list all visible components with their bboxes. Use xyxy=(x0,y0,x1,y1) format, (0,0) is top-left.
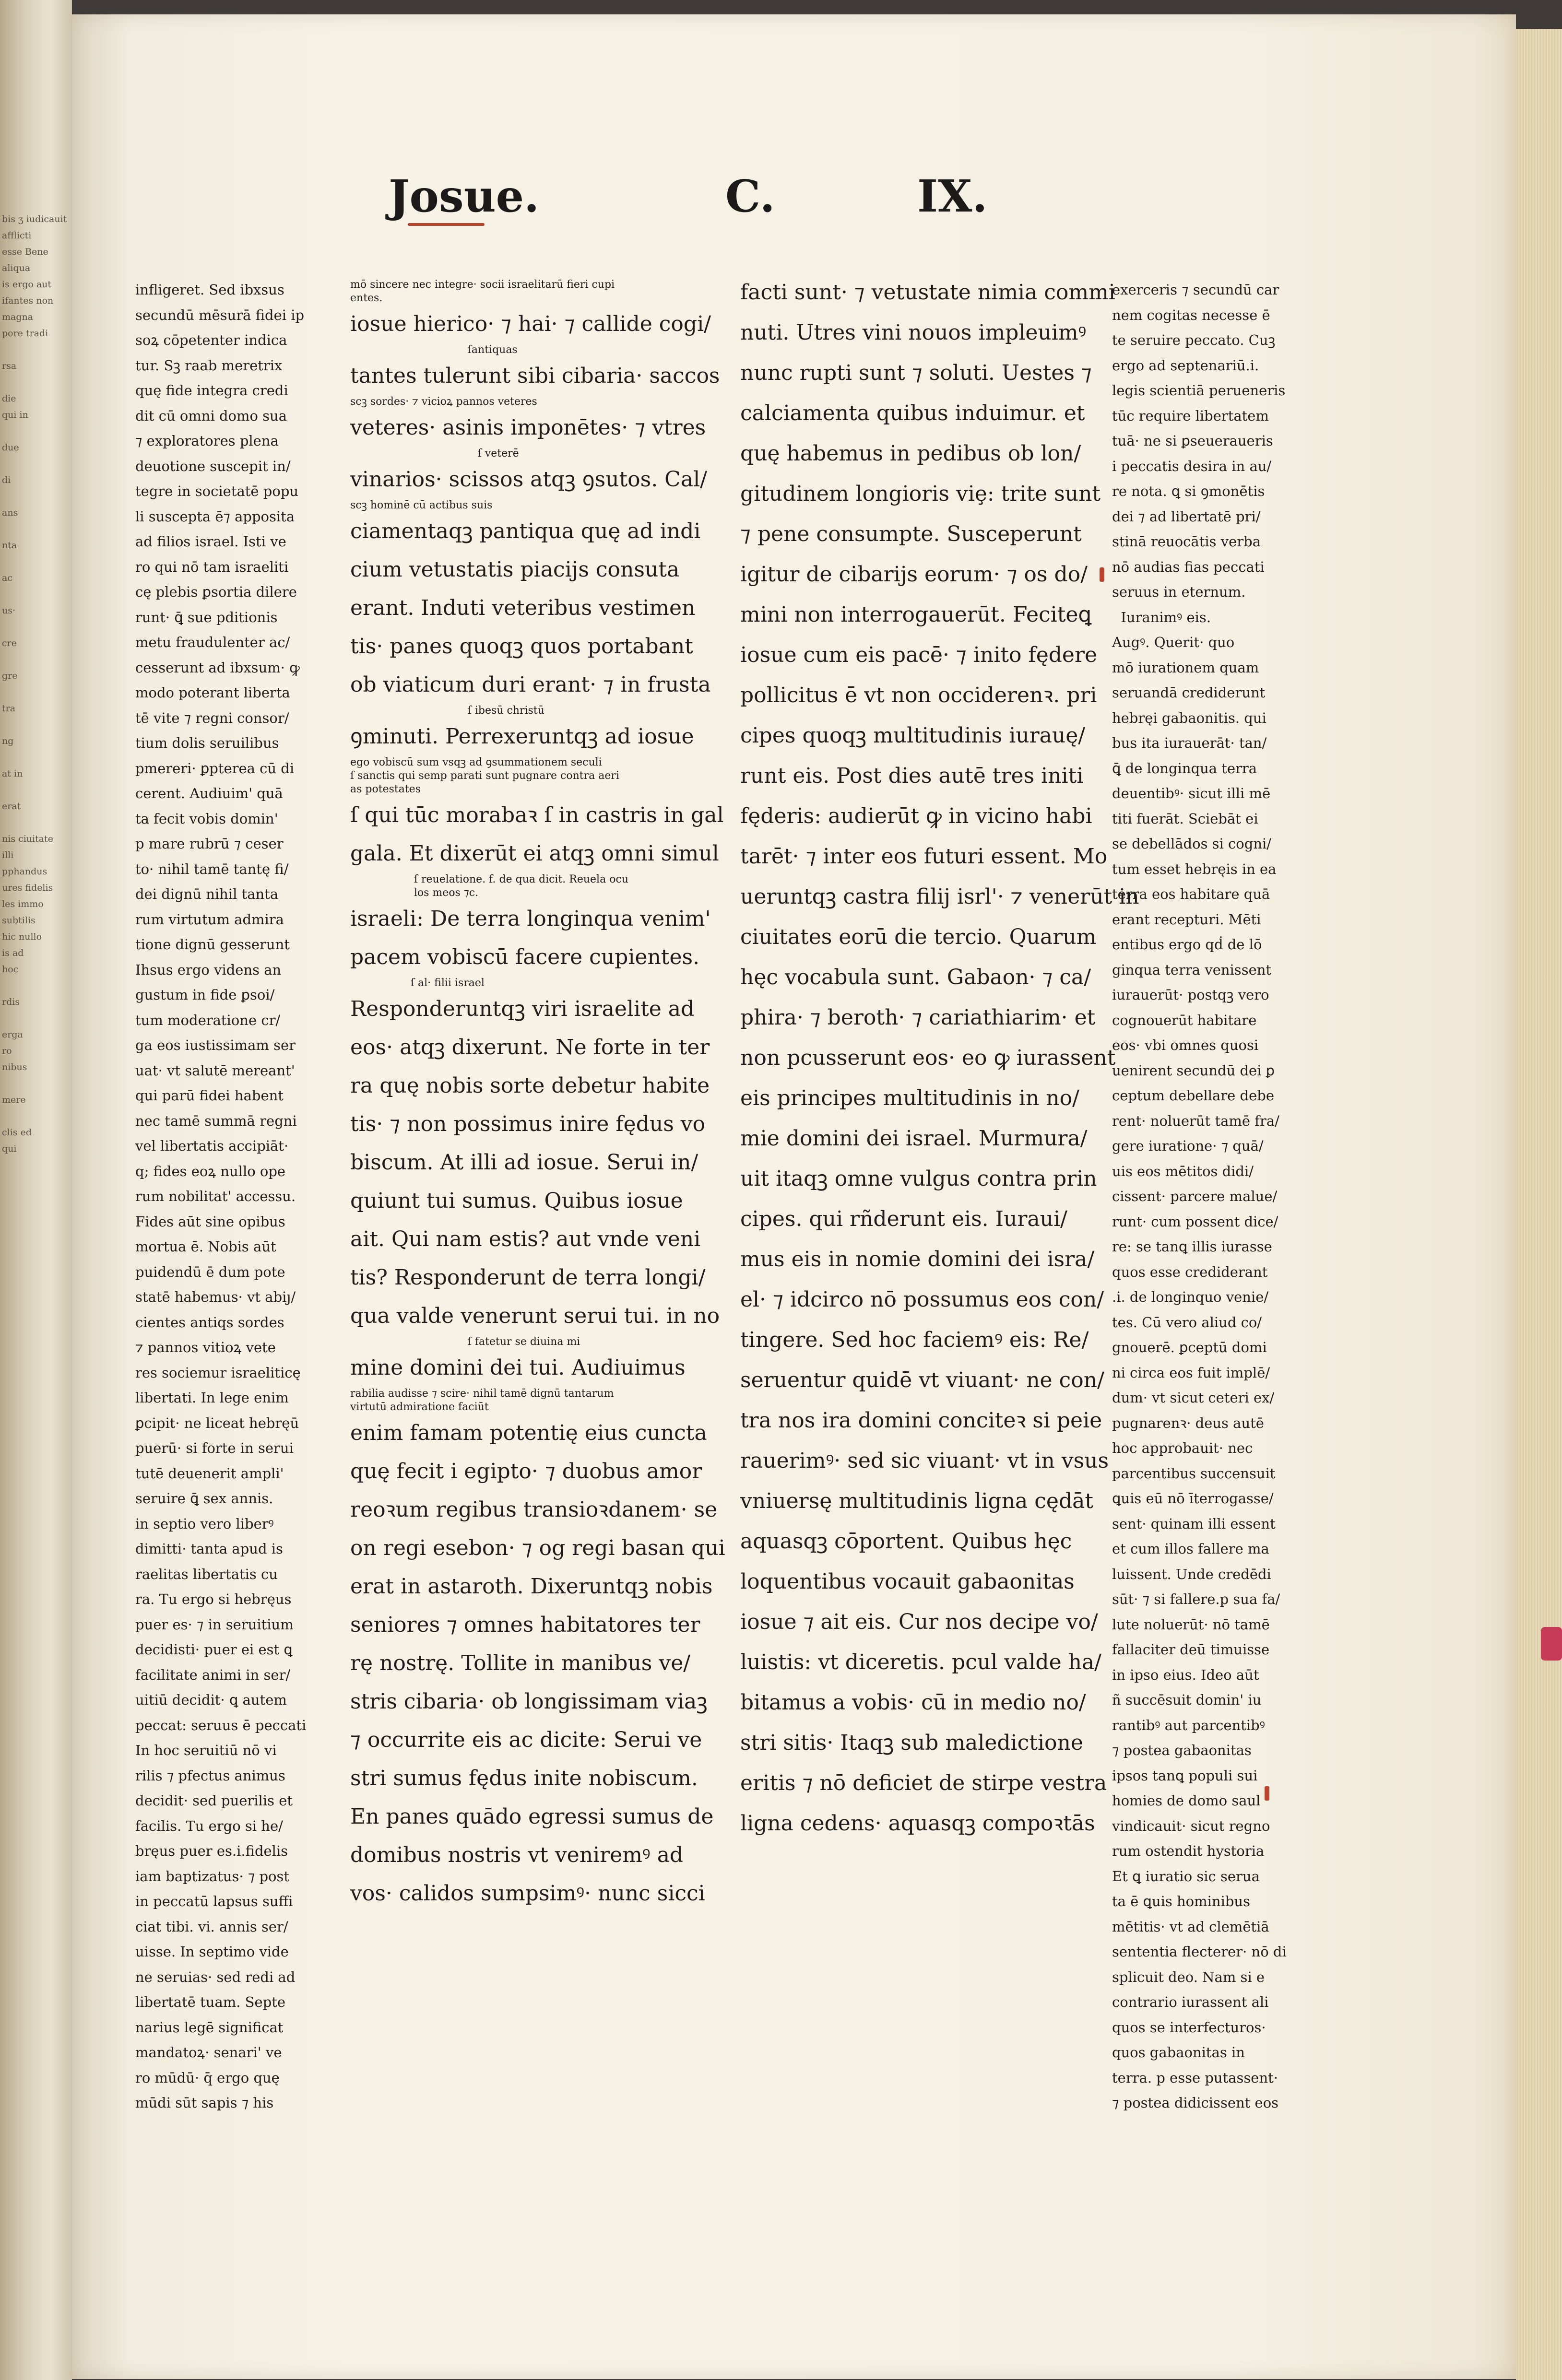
rubric-underline xyxy=(408,223,485,226)
main-text-line: on regi esebon· ⁊ og regi basan qui xyxy=(350,1536,725,1560)
main-text-line: pacem vobiscū facere cupientes. xyxy=(350,945,700,969)
main-text-line: tis? Responderunt de terra longi/ xyxy=(350,1265,706,1290)
main-text-line: domibus nostris vt veniremꝰ ad xyxy=(350,1843,684,1867)
main-text-line: israeli: De terra longinqua venim' xyxy=(350,907,711,931)
interlinear-gloss: ſantiquas xyxy=(350,344,518,356)
main-text-line: qua valde venerunt serui tui. in no xyxy=(350,1304,720,1328)
rubric-mark xyxy=(1265,1786,1269,1801)
main-text-line: ſ qui tūc morabaꝛ ſ in castris in gal xyxy=(350,803,724,827)
main-text-line: iosue hierico· ⁊ hai· ⁊ callide cogi/ xyxy=(350,312,711,336)
main-text-line: eos· atqꝫ dixerunt. Ne forte in ter xyxy=(350,1035,710,1060)
main-text-line: rę nostrę. Tollite in manibus ve/ xyxy=(350,1651,691,1675)
main-text-line: enim famam potentię eius cuncta xyxy=(350,1421,707,1445)
chapter-number: IX. xyxy=(917,170,988,222)
main-text-line: quę fecit i egipto· ⁊ duobus amor xyxy=(350,1459,702,1484)
bookmark-ribbon xyxy=(1541,1627,1562,1661)
page-fore-edge xyxy=(1516,29,1562,2380)
main-text-line: ait. Qui nam estis? aut vnde veni xyxy=(350,1227,701,1251)
main-text-line: ra quę nobis sorte debetur habite xyxy=(350,1073,710,1098)
main-text-line: En panes quādo egressi sumus de xyxy=(350,1804,714,1829)
main-text-line: biscum. At illi ad iosue. Serui in/ xyxy=(350,1150,698,1175)
main-text-line: Responderuntqꝫ viri israelite ad xyxy=(350,997,695,1021)
main-text-line: veteres· asinis imponētes· ⁊ vtres xyxy=(350,415,706,440)
main-text-line: tis· panes quoqꝫ quos portabant xyxy=(350,634,693,659)
main-text-column-right: facti sunt· ⁊ vetustate nimia commi nuti. Utres vini nouos impleuimꝰ nunc rupti sunt ⁊ soluti. Uestes ⁊ calciamenta quibus induimur. et quę habemus in pedibus ob lon/ gitudinem longioris viȩ: trite sunt ⁊ pene consumpte. Susceperunt igitur de cibarijs eorum· ⁊ os do/ mini non interrogauerūt. Feciteꝗ iosue cum eis pacē· ⁊ inito fędere pollicitus ē vt non occiderenꝛ. pri cipes quoqꝫ multitudinis iurauę/ runt eis. Post dies autē tres initi fęderis: audierūt ꝙ in vicino habi tarēt· ⁊ inter eos futuri essent. Mo ueruntqꝫ castra filij isrl'· ⁊ venerūt in ciuitates eorū die tercio. Quarum hęc vocabula sunt. Gabaon· ⁊ ca/ phira· ⁊ beroth· ⁊ cariathiarim· et non pcusserunt eos· eo ꝙ iurassent eis principes multitudinis in no/ mie domini dei israel. Murmura/ uit itaqꝫ omne vulgus contra prin cipes. qui rñderunt eis. Iuraui/ mus eis in nomie domini dei isra/ el· ⁊ idcirco nō possumus eos con/ tingere. Sed hoc faciemꝰ eis: Re/ seruentur quidē vt viuant· ne con/ tra nos ira domini conciteꝛ si peie rauerimꝰ· sed sic viuant· vt in vsus vniuersę multitudinis ligna cędāt aquasqꝫ cōportent. Quibus hęc loquentibus vocauit gabaonitas iosue ⁊ ait eis. Cur nos decipe vo/ luistis: vt diceretis. pcul valde ha/ bitamus a vobis· cū in medio no/ stri sitis· Itaqꝫ sub maledictione eritis ⁊ nō deficiet de stirpe vestra ligna cedens· aquasqꝫ compoꝛtās xyxy=(740,280,1139,1836)
main-text-line: quiunt tui sumus. Quibus iosue xyxy=(350,1189,683,1213)
interlinear-gloss: ego vobiscū sum vsqꝫ ad ꝯsummationem seculi ſ sanctis qui semp parati sunt pugnare contra aeri as potestates xyxy=(350,756,619,795)
main-text-line: ob viaticum duri erant· ⁊ in frusta xyxy=(350,672,711,697)
interlinear-gloss: mō sincere nec integre· socii israelitarū fieri cupi entes. xyxy=(350,279,615,304)
main-text-column-left xyxy=(350,278,725,1913)
main-text-line: reoꝛum regibus transioꝛdanem· se xyxy=(350,1497,718,1522)
interlinear-gloss: ſ reuelatione. f. de qua dicit. Reuela ocu los meos ⁊c. xyxy=(414,873,628,899)
interlinear-gloss: scꝫ sordes· ⁊ vicioꝝ pannos veteres xyxy=(350,396,537,408)
main-text-line: ꝯminuti. Perrexeruntqꝫ ad iosue xyxy=(350,724,694,749)
gloss-column-left: infligeret. Sed ibxsus secundū mēsurā fidei ip soꝝ cōpetenter indica tur. Sꝫ raab meretrix quę fide integra credi dit cū omni domo sua ⁊ exploratores plena deuotione suscepit in/ tegre in societatē popu li suscepta ē⁊ apposita ad filios israel. Isti ve ro qui nō tam israeliti cę plebis ꝑsortia dilere runt· ꝗ̄ sue pditionis metu fraudulenter ac/ cesserunt ad ibxsum· ꝙ modo poterant liberta tē vite ⁊ regni consor/ tium dolis seruilibus pmereri· ꝑpterea cū di cerent. Audiuim' quā ta fecit vobis domin' p mare rubrū ⁊ ceser to· nihil tamē tantę fi/ dei dignū nihil tanta rum virtutum admira tione dignū gesserunt Ihsus ergo videns an gustum in fide ꝑsoi/ tum moderatione cr/ ga eos iustissimam ser uat· vt salutē mereant' qui parū fidei habent nec tamē summā regni vel libertatis accipiāt· q; fides eoꝝ nullo ope rum nobilitat' accessu. Fides aūt sine opibus mortua ē. Nobis aūt puidendū ē dum pote statē habemus· vt abiȷ/ cientes antiqs sordes ⁊ pannos vitioꝝ vete res sociemur israeliticę libertati. In lege enim ꝑcipit· ne liceat hebręū puerū· si forte in serui tutē deuenerit ampli' seruire ꝗ̄ sex annis. in septio vero liberꝰ dimitti· tanta apud is raelitas libertatis cu ra. Tu ergo si hebręus puer es· ⁊ in seruitium decidisti· puer ei est ꝗ facilitate animi in ser/ uitiū decidit· ꝗ autem peccat: seruus ē peccati In hoc seruitiū nō vi rilis ⁊ pfectus animus decidit· sed puerilis et facilis. Tu ergo si he/ bręus puer es.i.fidelis iam baptizatus· ⁊ post in peccatū lapsus suffi ciat tibi. vi. annis ser/ uisse. In septimo vide ne seruias· sed redi ad libertatē tuam. Septe narius legē significat mandatoꝝ· senari' ve ro mūdū· q̄ ergo quę mūdi sūt sapis ⁊ his xyxy=(135,282,307,2111)
main-text-line: erant. Induti veteribus vestimen xyxy=(350,596,696,620)
main-text-line: ciamentaqꝫ pantiqua quę ad indi xyxy=(350,519,701,543)
interlinear-gloss: ſ ibesū christū xyxy=(350,705,544,717)
main-text-line: stri sumus fędus inite nobiscum. xyxy=(350,1766,698,1791)
interlinear-gloss: scꝫ hominē cū actibus suis xyxy=(350,499,493,511)
running-header xyxy=(0,170,1562,228)
main-text-line: erat in astaroth. Dixeruntqꝫ nobis xyxy=(350,1574,713,1599)
folio-mark: C. xyxy=(725,170,775,222)
interlinear-gloss: ſ veterē xyxy=(350,448,519,460)
interlinear-gloss: rabilia audisse ⁊ scire· nihil tamē dignū tantarum virtutū admiratione faciūt xyxy=(350,1388,614,1413)
interlinear-gloss: ſ al· filii israel xyxy=(350,977,485,989)
main-text-line: mine domini dei tui. Audiuimus xyxy=(350,1355,686,1380)
main-text-line: cium vetustatis piacijs consuta xyxy=(350,557,680,582)
adjacent-page-text: bis ʒ iudicauit afflicti esse Bene aliqua is ergo aut ifantes non magna pore tradi rsa die qui in due di ans nta ac us· cre gre tra ng at in erat nis ciuitate illi pphandus ures fidelis les immo subtilis hic nullo is ad hoc rdis erga ro nibus mere clis ed qui xyxy=(2,214,67,1154)
main-text-line: seniores ⁊ omnes habitatores ter xyxy=(350,1613,700,1637)
gloss-column-right: exerceris ⁊ secundū car nem cogitas necesse ē te seruire peccato. Cuꝫ ergo ad septenariū.i. legis scientiā perueneris tūc require libertatem tuā· ne si ꝑseueraueris i peccatis desira in au/ re nota. ꝗ si ꝯmonētis dei ⁊ ad libertatē pri/ stinā reuocātis verba nō audias fias peccati seruus in eternum. Iuranimꝰ eis. Augꝰ. Querit· quo mō iurationem quam seruandā crediderunt hebręi gabaonitis. qui bus ita iurauerāt· tan/ ꝗ̄ de longinqua terra deuentibꝰ· sicut illi mē titi fuerāt. Sciebāt ei se debellādos si cogni/ tum esset hebręis in ea terra eos habitare quā erant recepturi. Mēti entibus ergo qḋ de lō ginqua terra venissent iurauerūt· postqꝫ vero cognouerūt habitare eos· vbi omnes quosi uenirent secundū dei ꝑ ceptum debellare debe rent· noluerūt tamē fra/ gere iuratione· ⁊ quā/ uis eos mētitos didi/ cissent· parcere malue/ runt· cum possent dice/ re: se tanꝗ illis iurasse quos esse crediderant .i. de longinquo venie/ tes. Cū vero aliud co/ gnouerē. ꝑceptū domi ni circa eos fuit implē/ dum· vt sicut ceteri ex/ pugnarenꝛ· deus autē hoc approbauit· nec parcentibus succensuit ꝗuis eū nō īterrogasse/ sent· quinam illi essent et cum illos fallere ma luissent. Unde credēdi sūt· ⁊ si fallere.p sua fa/ lute noluerūt· nō tamē fallaciter deū timuisse in ipso eius. Ideo aūt ñ succēsuit domin' iu rantibꝰ aut parcentibꝰ ⁊ postea gabaonitas ipsos tanꝗ populi sui homies de domo saul vindicauit· sicut regno rum ostendit hystoria Et ꝗ iuratio sic serua ta ē ꝗuis hominibus mētitis· vt ad clemētiā sententia flecterer· nō di splicuit deo. Nam si e contrario iurassent ali quos se interfecturos· quos gabaonitas in terra. p esse putassent· ⁊ postea didicissent eos xyxy=(1112,282,1287,2111)
main-text-line: tis· ⁊ non possimus inire fędus vo xyxy=(350,1112,706,1136)
main-text-line: vinarios· scissos atqꝫ ꝯsutos. Cal/ xyxy=(350,467,707,492)
main-text-line: ⁊ occurrite eis ac dicite: Serui ve xyxy=(350,1728,702,1752)
adjacent-page-edge xyxy=(0,0,72,2380)
book-title: Josue. xyxy=(389,170,540,222)
rubric-paragraph-mark xyxy=(1100,567,1104,582)
main-text-line: tantes tulerunt sibi cibaria· saccos xyxy=(350,364,720,388)
main-text-line: vos· calidos sumpsimꝰ· nunc sicci xyxy=(350,1881,705,1906)
main-text-line: stris cibaria· ob longissimam viaꝫ xyxy=(350,1689,708,1714)
main-text-line: gala. Et dixerūt ei atqꝫ omni simul xyxy=(350,841,719,866)
interlinear-gloss: ſ fatetur se diuina mi xyxy=(350,1336,580,1348)
